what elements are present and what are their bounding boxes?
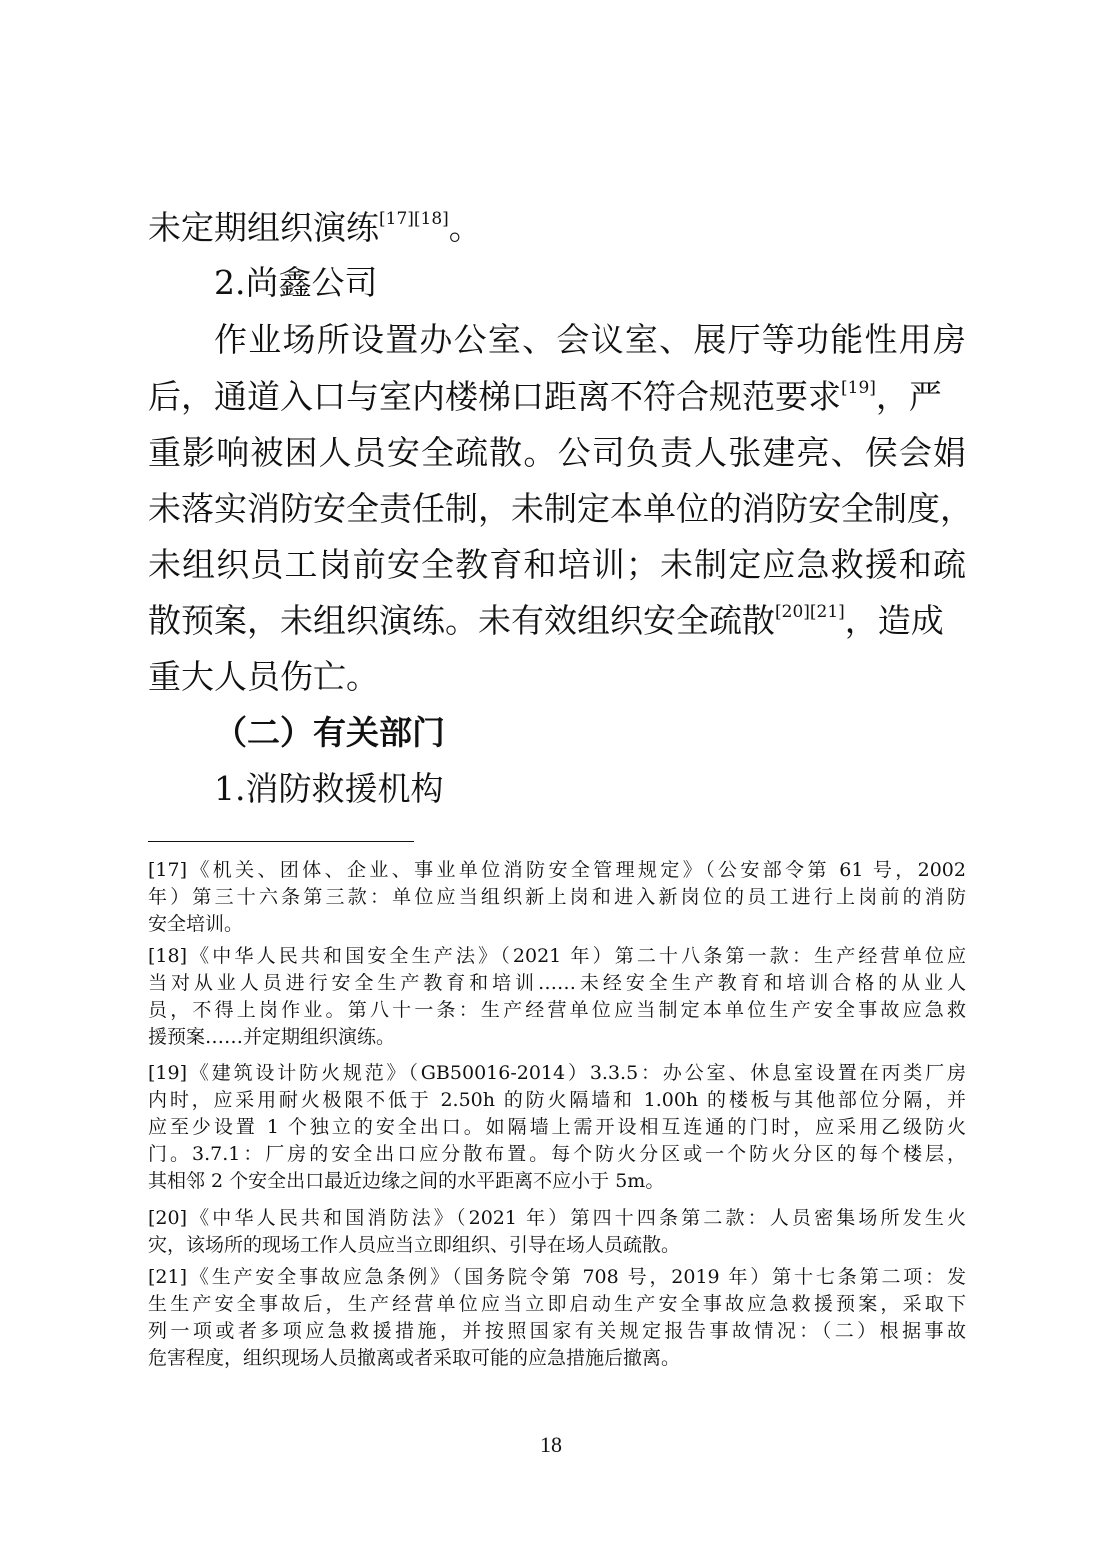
footnote-line: 年）第三十六条第三款：单位应当组织新上岗和进入新岗位的员工进行上岗前的消防: [148, 886, 966, 908]
body-line: 作业场所设置办公室、会议室、展厅等功能性用房: [214, 320, 966, 359]
body-line: 后，通道入口与室内楼梯口距离不符合规范要求[19]，严: [148, 377, 942, 416]
body-line: 未定期组织演练[17][18]。: [148, 208, 482, 247]
footnote-line: [17]《机关、团体、企业、事业单位消防安全管理规定》（公安部令第 61 号，2002: [148, 859, 966, 881]
sub-heading: 1.消防救援机构: [214, 769, 444, 808]
company-heading: 2.尚鑫公司: [214, 263, 378, 302]
footnote-line: 灾，该场所的现场工作人员应当立即组织、引导在场人员疏散。: [148, 1234, 681, 1256]
citation-ref: [19]: [841, 378, 876, 398]
section-heading: （二）有关部门: [214, 713, 445, 752]
footnote-line: 援预案……并定期组织演练。: [148, 1026, 396, 1048]
footnote-line: [20]《中华人民共和国消防法》（2021 年）第四十四条第二款：人员密集场所发生火: [148, 1207, 966, 1229]
body-line: 重影响被困人员安全疏散。公司负责人张建亮、侯会娟: [148, 433, 966, 472]
footnote-line: 内时，应采用耐火极限不低于 2.50h 的防火隔墙和 1.00h 的楼板与其他部位分隔，并: [148, 1089, 966, 1111]
footnote-line: 危害程度，组织现场人员撤离或者采取可能的应急措施后撤离。: [148, 1347, 681, 1369]
body-line: 散预案，未组织演练。未有效组织安全疏散[20][21]，造成: [148, 601, 944, 640]
footnote-line: 列一项或者多项应急救援措施，并按照国家有关规定报告事故情况：（二）根据事故: [148, 1320, 966, 1342]
footnote-line: [18]《中华人民共和国安全生产法》（2021 年）第二十八条第一款：生产经营单位应: [148, 945, 966, 967]
body-line: 重大人员伤亡。: [148, 657, 379, 696]
footnote-line: 门。3.7.1：厂房的安全出口应分散布置。每个防火分区或一个防火分区的每个楼层，: [148, 1143, 966, 1165]
footnote-line: 安全培训。: [148, 913, 244, 935]
footnote-line: [21]《生产安全事故应急条例》（国务院令第 708 号，2019 年）第十七条第二项：发: [148, 1266, 966, 1288]
page-number: 18: [540, 1432, 562, 1457]
body-line: 未组织员工岗前安全教育和培训；未制定应急救援和疏: [148, 545, 966, 584]
footnote-line: 其相邻 2 个安全出口最近边缘之间的水平距离不应小于 5m。: [148, 1170, 665, 1192]
footnote-separator: [148, 841, 414, 842]
citation-ref: [17][18]: [379, 209, 449, 229]
footnote-line: 当对从业人员进行安全生产教育和培训……未经安全生产教育和培训合格的从业人: [148, 972, 966, 994]
body-line: 未落实消防安全责任制，未制定本单位的消防安全制度，: [148, 489, 973, 528]
citation-ref: [20][21]: [775, 602, 845, 622]
footnote-line: 应至少设置 1 个独立的安全出口。如隔墙上需开设相互连通的门时，应采用乙级防火: [148, 1116, 966, 1138]
footnote-line: 员，不得上岗作业。第八十一条：生产经营单位应当制定本单位生产安全事故应急救: [148, 999, 966, 1021]
footnote-line: 生生产安全事故后，生产经营单位应当立即启动生产安全事故应急救援预案，采取下: [148, 1293, 966, 1315]
footnote-line: [19]《建筑设计防火规范》（GB50016-2014）3.3.5：办公室、休息室设置在丙类厂房: [148, 1062, 966, 1084]
